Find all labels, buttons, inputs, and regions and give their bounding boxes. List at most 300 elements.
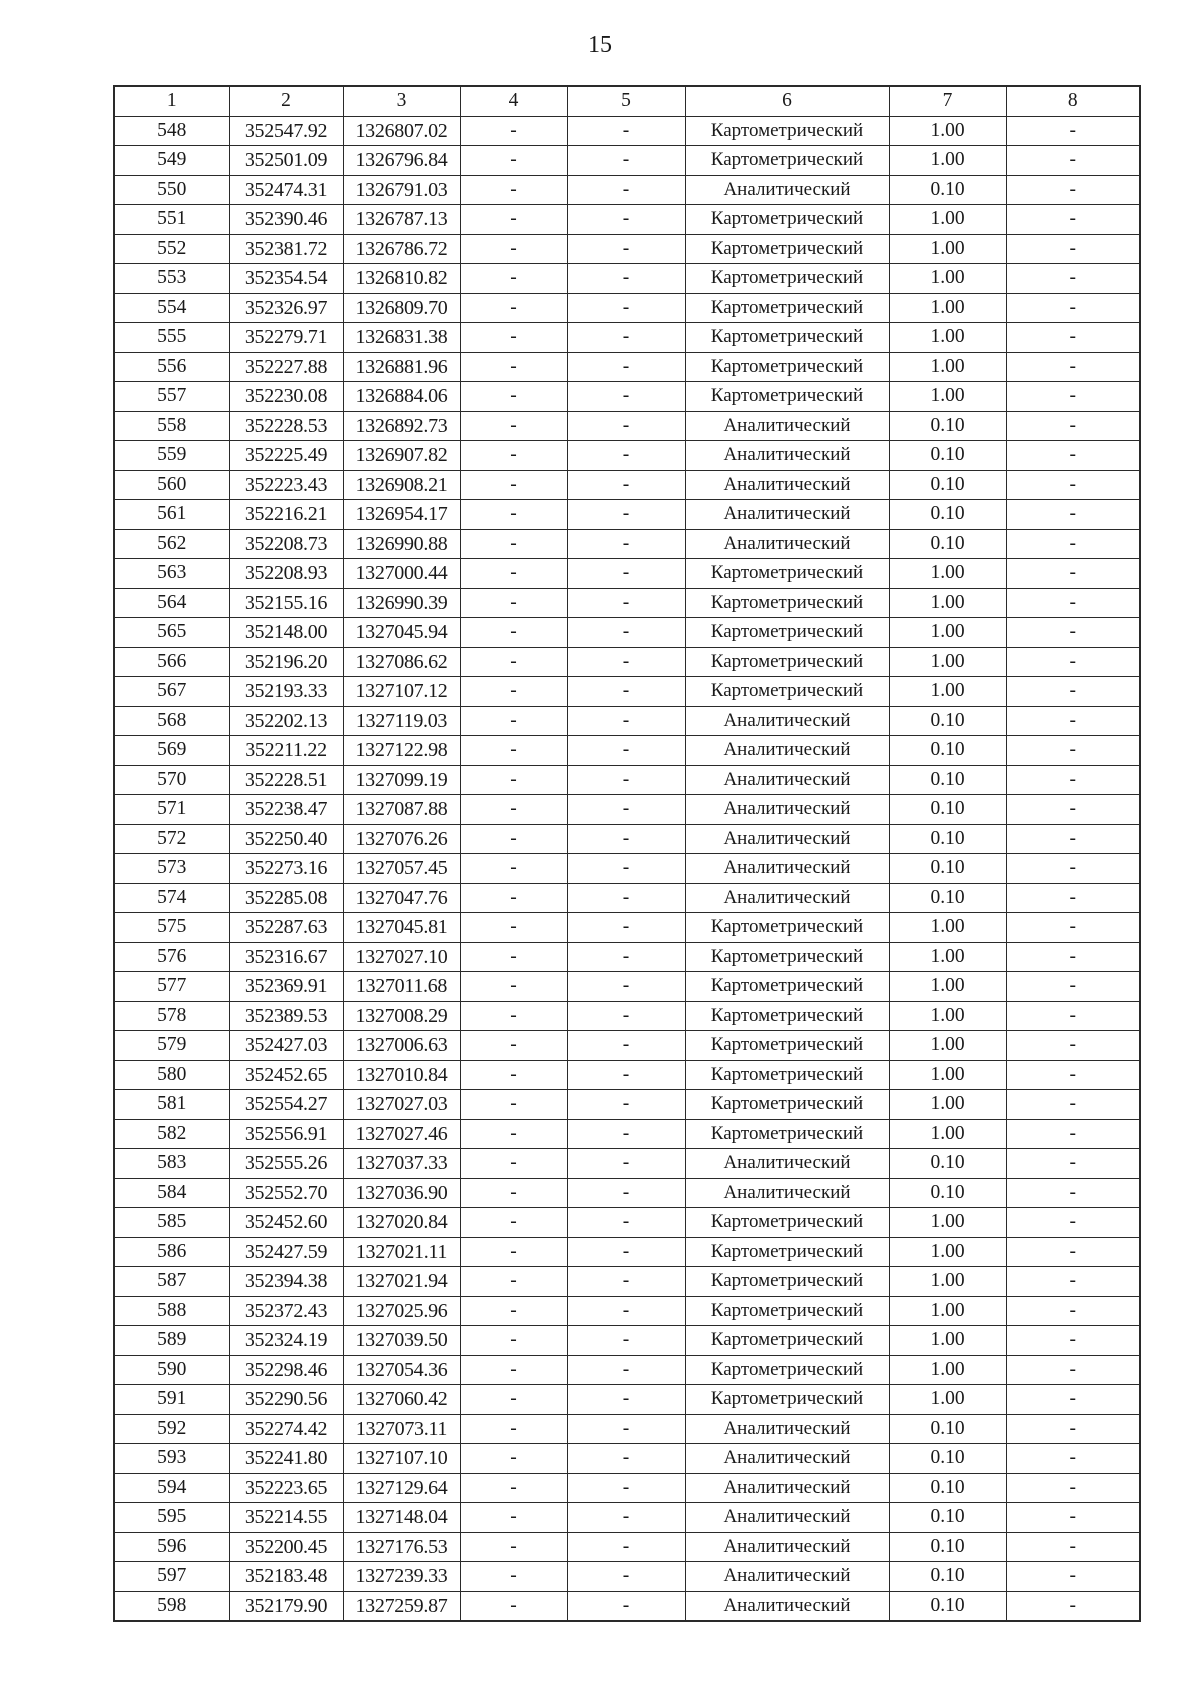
point-number-cell: 597 bbox=[114, 1562, 229, 1592]
table-row bbox=[114, 765, 1140, 795]
table-row bbox=[114, 1237, 1140, 1267]
coord-y-cell: 1327129.64 bbox=[343, 1473, 460, 1503]
coord-x-cell: 352211.22 bbox=[229, 736, 343, 766]
column-header: 7 bbox=[889, 86, 1006, 116]
coord-y-cell: 1327021.11 bbox=[343, 1237, 460, 1267]
table-row bbox=[114, 146, 1140, 176]
table-row bbox=[114, 116, 1140, 146]
point-number-cell: 556 bbox=[114, 352, 229, 382]
accuracy-cell: 0.10 bbox=[889, 1414, 1006, 1444]
coord-y-cell: 1327025.96 bbox=[343, 1296, 460, 1326]
col-8-cell: - bbox=[1006, 913, 1140, 943]
coord-x-cell: 352290.56 bbox=[229, 1385, 343, 1415]
accuracy-cell: 0.10 bbox=[889, 529, 1006, 559]
col-4-cell: - bbox=[460, 411, 567, 441]
col-8-cell: - bbox=[1006, 618, 1140, 648]
coord-x-cell: 352285.08 bbox=[229, 883, 343, 913]
col-5-cell: - bbox=[567, 765, 685, 795]
table-row bbox=[114, 1296, 1140, 1326]
point-number-cell: 577 bbox=[114, 972, 229, 1002]
point-number-cell: 559 bbox=[114, 441, 229, 471]
column-header: 2 bbox=[229, 86, 343, 116]
point-number-cell: 576 bbox=[114, 942, 229, 972]
method-cell: Картометрический bbox=[685, 559, 889, 589]
accuracy-cell: 0.10 bbox=[889, 1473, 1006, 1503]
method-cell: Аналитический bbox=[685, 1473, 889, 1503]
table-row bbox=[114, 647, 1140, 677]
accuracy-cell: 0.10 bbox=[889, 175, 1006, 205]
col-4-cell: - bbox=[460, 175, 567, 205]
col-4-cell: - bbox=[460, 1267, 567, 1297]
col-8-cell: - bbox=[1006, 824, 1140, 854]
col-4-cell: - bbox=[460, 264, 567, 294]
col-4-cell: - bbox=[460, 1473, 567, 1503]
coord-x-cell: 352148.00 bbox=[229, 618, 343, 648]
table-row bbox=[114, 942, 1140, 972]
coord-x-cell: 352324.19 bbox=[229, 1326, 343, 1356]
point-number-cell: 561 bbox=[114, 500, 229, 530]
point-number-cell: 579 bbox=[114, 1031, 229, 1061]
point-number-cell: 555 bbox=[114, 323, 229, 353]
method-cell: Аналитический bbox=[685, 736, 889, 766]
accuracy-cell: 1.00 bbox=[889, 1296, 1006, 1326]
point-number-cell: 557 bbox=[114, 382, 229, 412]
table-row bbox=[114, 1178, 1140, 1208]
accuracy-cell: 0.10 bbox=[889, 1562, 1006, 1592]
point-number-cell: 574 bbox=[114, 883, 229, 913]
method-cell: Картометрический bbox=[685, 1090, 889, 1120]
point-number-cell: 589 bbox=[114, 1326, 229, 1356]
coord-y-cell: 1326787.13 bbox=[343, 205, 460, 235]
col-8-cell: - bbox=[1006, 1090, 1140, 1120]
method-cell: Картометрический bbox=[685, 1267, 889, 1297]
col-5-cell: - bbox=[567, 146, 685, 176]
point-number-cell: 562 bbox=[114, 529, 229, 559]
method-cell: Картометрический bbox=[685, 116, 889, 146]
coord-y-cell: 1327122.98 bbox=[343, 736, 460, 766]
coord-y-cell: 1326990.88 bbox=[343, 529, 460, 559]
col-8-cell: - bbox=[1006, 1178, 1140, 1208]
col-8-cell: - bbox=[1006, 529, 1140, 559]
col-4-cell: - bbox=[460, 234, 567, 264]
accuracy-cell: 1.00 bbox=[889, 1090, 1006, 1120]
table-row bbox=[114, 470, 1140, 500]
point-number-cell: 590 bbox=[114, 1355, 229, 1385]
col-4-cell: - bbox=[460, 618, 567, 648]
col-4-cell: - bbox=[460, 1031, 567, 1061]
method-cell: Картометрический bbox=[685, 1326, 889, 1356]
coord-x-cell: 352390.46 bbox=[229, 205, 343, 235]
table-row bbox=[114, 1031, 1140, 1061]
col-5-cell: - bbox=[567, 942, 685, 972]
method-cell: Картометрический bbox=[685, 677, 889, 707]
accuracy-cell: 0.10 bbox=[889, 1149, 1006, 1179]
col-8-cell: - bbox=[1006, 116, 1140, 146]
coordinates-table bbox=[113, 85, 1141, 1622]
accuracy-cell: 1.00 bbox=[889, 913, 1006, 943]
accuracy-cell: 0.10 bbox=[889, 765, 1006, 795]
coord-x-cell: 352179.90 bbox=[229, 1591, 343, 1621]
column-header: 1 bbox=[114, 86, 229, 116]
method-cell: Картометрический bbox=[685, 293, 889, 323]
coord-y-cell: 1327054.36 bbox=[343, 1355, 460, 1385]
coord-y-cell: 1327086.62 bbox=[343, 647, 460, 677]
method-cell: Аналитический bbox=[685, 795, 889, 825]
coord-y-cell: 1327039.50 bbox=[343, 1326, 460, 1356]
col-8-cell: - bbox=[1006, 146, 1140, 176]
coord-x-cell: 352216.21 bbox=[229, 500, 343, 530]
col-4-cell: - bbox=[460, 883, 567, 913]
accuracy-cell: 1.00 bbox=[889, 116, 1006, 146]
coord-y-cell: 1327176.53 bbox=[343, 1532, 460, 1562]
col-8-cell: - bbox=[1006, 1060, 1140, 1090]
table-row bbox=[114, 677, 1140, 707]
coord-y-cell: 1327107.12 bbox=[343, 677, 460, 707]
table-row bbox=[114, 1591, 1140, 1621]
col-8-cell: - bbox=[1006, 234, 1140, 264]
table-row bbox=[114, 1149, 1140, 1179]
column-header: 4 bbox=[460, 86, 567, 116]
col-4-cell: - bbox=[460, 500, 567, 530]
coord-x-cell: 352196.20 bbox=[229, 647, 343, 677]
coord-y-cell: 1327027.03 bbox=[343, 1090, 460, 1120]
coord-x-cell: 352155.16 bbox=[229, 588, 343, 618]
coord-y-cell: 1327010.84 bbox=[343, 1060, 460, 1090]
method-cell: Аналитический bbox=[685, 824, 889, 854]
table-row bbox=[114, 795, 1140, 825]
coord-y-cell: 1326786.72 bbox=[343, 234, 460, 264]
coord-y-cell: 1327073.11 bbox=[343, 1414, 460, 1444]
col-5-cell: - bbox=[567, 1031, 685, 1061]
accuracy-cell: 0.10 bbox=[889, 411, 1006, 441]
coord-y-cell: 1326809.70 bbox=[343, 293, 460, 323]
col-4-cell: - bbox=[460, 1296, 567, 1326]
method-cell: Картометрический bbox=[685, 1060, 889, 1090]
accuracy-cell: 1.00 bbox=[889, 588, 1006, 618]
table-row bbox=[114, 1385, 1140, 1415]
method-cell: Аналитический bbox=[685, 1149, 889, 1179]
method-cell: Картометрический bbox=[685, 588, 889, 618]
table-row bbox=[114, 1444, 1140, 1474]
coord-x-cell: 352389.53 bbox=[229, 1001, 343, 1031]
col-4-cell: - bbox=[460, 529, 567, 559]
accuracy-cell: 0.10 bbox=[889, 706, 1006, 736]
method-cell: Картометрический bbox=[685, 942, 889, 972]
coord-y-cell: 1327045.81 bbox=[343, 913, 460, 943]
col-4-cell: - bbox=[460, 677, 567, 707]
coord-y-cell: 1327057.45 bbox=[343, 854, 460, 884]
col-5-cell: - bbox=[567, 677, 685, 707]
method-cell: Аналитический bbox=[685, 1414, 889, 1444]
coord-y-cell: 1327047.76 bbox=[343, 883, 460, 913]
coord-y-cell: 1327239.33 bbox=[343, 1562, 460, 1592]
point-number-cell: 568 bbox=[114, 706, 229, 736]
col-8-cell: - bbox=[1006, 1591, 1140, 1621]
method-cell: Картометрический bbox=[685, 382, 889, 412]
col-4-cell: - bbox=[460, 1591, 567, 1621]
table-row bbox=[114, 293, 1140, 323]
coord-x-cell: 352193.33 bbox=[229, 677, 343, 707]
col-5-cell: - bbox=[567, 323, 685, 353]
col-5-cell: - bbox=[567, 1444, 685, 1474]
table-row bbox=[114, 205, 1140, 235]
table-row bbox=[114, 824, 1140, 854]
coord-x-cell: 352238.47 bbox=[229, 795, 343, 825]
col-8-cell: - bbox=[1006, 1444, 1140, 1474]
coord-x-cell: 352298.46 bbox=[229, 1355, 343, 1385]
point-number-cell: 573 bbox=[114, 854, 229, 884]
accuracy-cell: 1.00 bbox=[889, 382, 1006, 412]
method-cell: Аналитический bbox=[685, 1562, 889, 1592]
column-header: 3 bbox=[343, 86, 460, 116]
col-8-cell: - bbox=[1006, 500, 1140, 530]
col-4-cell: - bbox=[460, 559, 567, 589]
point-number-cell: 560 bbox=[114, 470, 229, 500]
col-5-cell: - bbox=[567, 352, 685, 382]
coord-y-cell: 1326807.02 bbox=[343, 116, 460, 146]
col-8-cell: - bbox=[1006, 706, 1140, 736]
table-row bbox=[114, 1562, 1140, 1592]
col-8-cell: - bbox=[1006, 1326, 1140, 1356]
accuracy-cell: 0.10 bbox=[889, 795, 1006, 825]
col-8-cell: - bbox=[1006, 972, 1140, 1002]
col-8-cell: - bbox=[1006, 1296, 1140, 1326]
method-cell: Картометрический bbox=[685, 234, 889, 264]
coord-y-cell: 1327148.04 bbox=[343, 1503, 460, 1533]
coord-y-cell: 1327060.42 bbox=[343, 1385, 460, 1415]
coord-y-cell: 1327119.03 bbox=[343, 706, 460, 736]
col-8-cell: - bbox=[1006, 1414, 1140, 1444]
accuracy-cell: 1.00 bbox=[889, 1060, 1006, 1090]
coord-y-cell: 1327011.68 bbox=[343, 972, 460, 1002]
table-row bbox=[114, 1060, 1140, 1090]
accuracy-cell: 1.00 bbox=[889, 1119, 1006, 1149]
accuracy-cell: 0.10 bbox=[889, 1178, 1006, 1208]
table-row bbox=[114, 1532, 1140, 1562]
col-5-cell: - bbox=[567, 264, 685, 294]
method-cell: Аналитический bbox=[685, 883, 889, 913]
accuracy-cell: 0.10 bbox=[889, 500, 1006, 530]
col-5-cell: - bbox=[567, 500, 685, 530]
accuracy-cell: 1.00 bbox=[889, 146, 1006, 176]
col-5-cell: - bbox=[567, 411, 685, 441]
col-8-cell: - bbox=[1006, 1031, 1140, 1061]
col-5-cell: - bbox=[567, 1591, 685, 1621]
col-4-cell: - bbox=[460, 352, 567, 382]
method-cell: Картометрический bbox=[685, 1031, 889, 1061]
col-5-cell: - bbox=[567, 1326, 685, 1356]
page-number: 15 bbox=[588, 32, 612, 58]
table-row bbox=[114, 1090, 1140, 1120]
accuracy-cell: 1.00 bbox=[889, 677, 1006, 707]
col-4-cell: - bbox=[460, 647, 567, 677]
coord-x-cell: 352554.27 bbox=[229, 1090, 343, 1120]
coord-x-cell: 352394.38 bbox=[229, 1267, 343, 1297]
coord-x-cell: 352369.91 bbox=[229, 972, 343, 1002]
point-number-cell: 598 bbox=[114, 1591, 229, 1621]
method-cell: Картометрический bbox=[685, 1385, 889, 1415]
point-number-cell: 566 bbox=[114, 647, 229, 677]
point-number-cell: 584 bbox=[114, 1178, 229, 1208]
method-cell: Аналитический bbox=[685, 706, 889, 736]
col-4-cell: - bbox=[460, 1178, 567, 1208]
col-4-cell: - bbox=[460, 1060, 567, 1090]
col-5-cell: - bbox=[567, 529, 685, 559]
coord-y-cell: 1327027.10 bbox=[343, 942, 460, 972]
col-8-cell: - bbox=[1006, 795, 1140, 825]
coord-y-cell: 1327045.94 bbox=[343, 618, 460, 648]
coord-x-cell: 352274.42 bbox=[229, 1414, 343, 1444]
method-cell: Аналитический bbox=[685, 1178, 889, 1208]
point-number-cell: 550 bbox=[114, 175, 229, 205]
coord-x-cell: 352556.91 bbox=[229, 1119, 343, 1149]
accuracy-cell: 0.10 bbox=[889, 883, 1006, 913]
col-8-cell: - bbox=[1006, 382, 1140, 412]
col-5-cell: - bbox=[567, 293, 685, 323]
col-8-cell: - bbox=[1006, 1355, 1140, 1385]
col-4-cell: - bbox=[460, 1119, 567, 1149]
coord-y-cell: 1326791.03 bbox=[343, 175, 460, 205]
col-4-cell: - bbox=[460, 323, 567, 353]
coord-x-cell: 352501.09 bbox=[229, 146, 343, 176]
point-number-cell: 549 bbox=[114, 146, 229, 176]
coord-y-cell: 1327006.63 bbox=[343, 1031, 460, 1061]
col-5-cell: - bbox=[567, 1149, 685, 1179]
table-row bbox=[114, 1503, 1140, 1533]
col-5-cell: - bbox=[567, 824, 685, 854]
column-header: 5 bbox=[567, 86, 685, 116]
table-row bbox=[114, 352, 1140, 382]
coord-x-cell: 352223.65 bbox=[229, 1473, 343, 1503]
method-cell: Картометрический bbox=[685, 205, 889, 235]
coord-x-cell: 352452.65 bbox=[229, 1060, 343, 1090]
table-row bbox=[114, 175, 1140, 205]
accuracy-cell: 1.00 bbox=[889, 1267, 1006, 1297]
col-4-cell: - bbox=[460, 1237, 567, 1267]
col-8-cell: - bbox=[1006, 1473, 1140, 1503]
method-cell: Картометрический bbox=[685, 1001, 889, 1031]
col-8-cell: - bbox=[1006, 677, 1140, 707]
col-4-cell: - bbox=[460, 706, 567, 736]
col-8-cell: - bbox=[1006, 736, 1140, 766]
col-5-cell: - bbox=[567, 175, 685, 205]
coord-y-cell: 1326831.38 bbox=[343, 323, 460, 353]
col-5-cell: - bbox=[567, 736, 685, 766]
method-cell: Картометрический bbox=[685, 323, 889, 353]
col-8-cell: - bbox=[1006, 1562, 1140, 1592]
table-row bbox=[114, 411, 1140, 441]
col-8-cell: - bbox=[1006, 352, 1140, 382]
col-8-cell: - bbox=[1006, 1208, 1140, 1238]
accuracy-cell: 1.00 bbox=[889, 942, 1006, 972]
point-number-cell: 570 bbox=[114, 765, 229, 795]
point-number-cell: 587 bbox=[114, 1267, 229, 1297]
coord-y-cell: 1326796.84 bbox=[343, 146, 460, 176]
col-4-cell: - bbox=[460, 913, 567, 943]
point-number-cell: 569 bbox=[114, 736, 229, 766]
col-8-cell: - bbox=[1006, 1119, 1140, 1149]
accuracy-cell: 1.00 bbox=[889, 1385, 1006, 1415]
method-cell: Картометрический bbox=[685, 146, 889, 176]
method-cell: Картометрический bbox=[685, 1237, 889, 1267]
col-4-cell: - bbox=[460, 146, 567, 176]
coord-y-cell: 1326908.21 bbox=[343, 470, 460, 500]
table-row bbox=[114, 1119, 1140, 1149]
col-5-cell: - bbox=[567, 883, 685, 913]
point-number-cell: 551 bbox=[114, 205, 229, 235]
col-5-cell: - bbox=[567, 559, 685, 589]
coord-y-cell: 1327008.29 bbox=[343, 1001, 460, 1031]
accuracy-cell: 0.10 bbox=[889, 854, 1006, 884]
accuracy-cell: 1.00 bbox=[889, 1208, 1006, 1238]
col-5-cell: - bbox=[567, 1178, 685, 1208]
table-row bbox=[114, 1208, 1140, 1238]
point-number-cell: 575 bbox=[114, 913, 229, 943]
accuracy-cell: 1.00 bbox=[889, 618, 1006, 648]
accuracy-cell: 1.00 bbox=[889, 1031, 1006, 1061]
point-number-cell: 581 bbox=[114, 1090, 229, 1120]
point-number-cell: 578 bbox=[114, 1001, 229, 1031]
coord-x-cell: 352223.43 bbox=[229, 470, 343, 500]
table-row bbox=[114, 559, 1140, 589]
accuracy-cell: 0.10 bbox=[889, 1444, 1006, 1474]
accuracy-cell: 0.10 bbox=[889, 441, 1006, 471]
table-row bbox=[114, 854, 1140, 884]
coord-x-cell: 352202.13 bbox=[229, 706, 343, 736]
table-row bbox=[114, 618, 1140, 648]
table-row bbox=[114, 1326, 1140, 1356]
col-4-cell: - bbox=[460, 736, 567, 766]
coord-y-cell: 1327259.87 bbox=[343, 1591, 460, 1621]
col-4-cell: - bbox=[460, 588, 567, 618]
col-8-cell: - bbox=[1006, 1385, 1140, 1415]
col-8-cell: - bbox=[1006, 1237, 1140, 1267]
col-4-cell: - bbox=[460, 1355, 567, 1385]
col-8-cell: - bbox=[1006, 588, 1140, 618]
method-cell: Картометрический bbox=[685, 618, 889, 648]
method-cell: Картометрический bbox=[685, 352, 889, 382]
point-number-cell: 593 bbox=[114, 1444, 229, 1474]
col-5-cell: - bbox=[567, 205, 685, 235]
col-5-cell: - bbox=[567, 1414, 685, 1444]
method-cell: Аналитический bbox=[685, 411, 889, 441]
col-8-cell: - bbox=[1006, 1149, 1140, 1179]
coord-x-cell: 352228.53 bbox=[229, 411, 343, 441]
coord-x-cell: 352230.08 bbox=[229, 382, 343, 412]
col-5-cell: - bbox=[567, 1385, 685, 1415]
method-cell: Аналитический bbox=[685, 1503, 889, 1533]
coord-x-cell: 352427.59 bbox=[229, 1237, 343, 1267]
coord-y-cell: 1326954.17 bbox=[343, 500, 460, 530]
point-number-cell: 552 bbox=[114, 234, 229, 264]
point-number-cell: 567 bbox=[114, 677, 229, 707]
method-cell: Аналитический bbox=[685, 500, 889, 530]
method-cell: Аналитический bbox=[685, 529, 889, 559]
coord-y-cell: 1326881.96 bbox=[343, 352, 460, 382]
coord-y-cell: 1326990.39 bbox=[343, 588, 460, 618]
coord-y-cell: 1327027.46 bbox=[343, 1119, 460, 1149]
method-cell: Аналитический bbox=[685, 1532, 889, 1562]
table-row bbox=[114, 382, 1140, 412]
col-4-cell: - bbox=[460, 1090, 567, 1120]
coord-y-cell: 1326892.73 bbox=[343, 411, 460, 441]
col-4-cell: - bbox=[460, 1414, 567, 1444]
coord-y-cell: 1326810.82 bbox=[343, 264, 460, 294]
method-cell: Картометрический bbox=[685, 647, 889, 677]
coord-x-cell: 352225.49 bbox=[229, 441, 343, 471]
col-5-cell: - bbox=[567, 854, 685, 884]
point-number-cell: 563 bbox=[114, 559, 229, 589]
